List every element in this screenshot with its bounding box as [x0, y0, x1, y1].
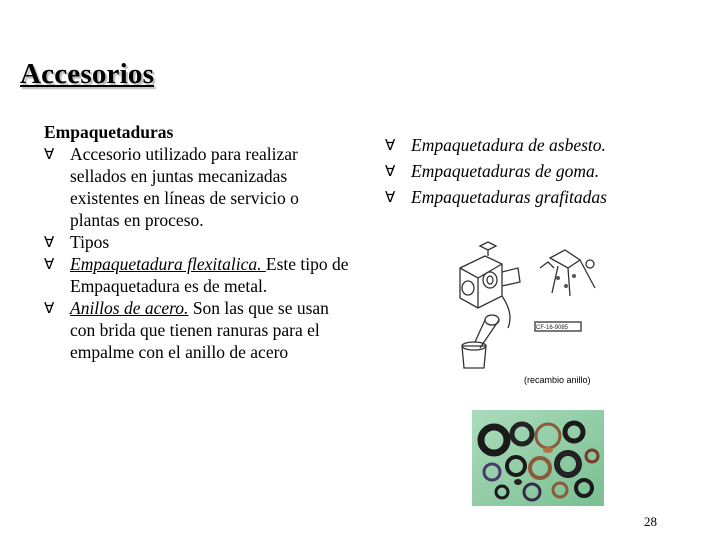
- item-link[interactable]: Anillos de acero.: [70, 298, 189, 318]
- figure-caption: (recambio anillo): [524, 375, 591, 385]
- section-heading: Empaquetaduras: [44, 122, 174, 142]
- bullet-icon: ∀: [385, 162, 396, 180]
- list-item: [44, 253, 349, 297]
- bullet-icon: ∀: [385, 136, 396, 154]
- item-text: Este tipo de Empaquetadura es de metal.: [70, 254, 349, 296]
- bullet-icon: ∀: [385, 188, 396, 206]
- bullet-icon: ∀: [44, 145, 55, 163]
- bullet-icon: ∀: [44, 255, 55, 273]
- left-column: [44, 121, 349, 363]
- item-link[interactable]: Empaquetadura flexitalica.: [70, 254, 266, 274]
- list-item: [44, 143, 349, 231]
- item-text: Son las que se usan con brida que tienen ranuras para el empalme con el anillo de acero: [70, 298, 329, 362]
- gaskets-photo-image: [472, 410, 604, 506]
- list-item: [385, 184, 705, 210]
- drawing-label: CF-16-9085: [536, 325, 569, 331]
- list-item: [44, 297, 349, 363]
- bullet-icon: ∀: [44, 299, 55, 317]
- item-text: Empaquetaduras grafitadas: [411, 187, 607, 207]
- item-text: Empaquetadura de asbesto.: [411, 135, 606, 155]
- right-column: [385, 132, 705, 210]
- item-text: Tipos: [70, 232, 110, 252]
- list-item: [385, 132, 705, 158]
- page-number: 28: [644, 514, 657, 529]
- bullet-icon: ∀: [44, 233, 55, 251]
- valve-drawing-image: [440, 238, 610, 378]
- list-item: [44, 231, 349, 253]
- slide-title: Accesorios: [20, 58, 155, 90]
- item-text: Empaquetaduras de goma.: [411, 161, 600, 181]
- item-text: Accesorio utilizado para realizar sellados en juntas mecanizadas existentes en líneas de servicio o plantas en proceso.: [70, 144, 299, 230]
- list-item: [385, 158, 705, 184]
